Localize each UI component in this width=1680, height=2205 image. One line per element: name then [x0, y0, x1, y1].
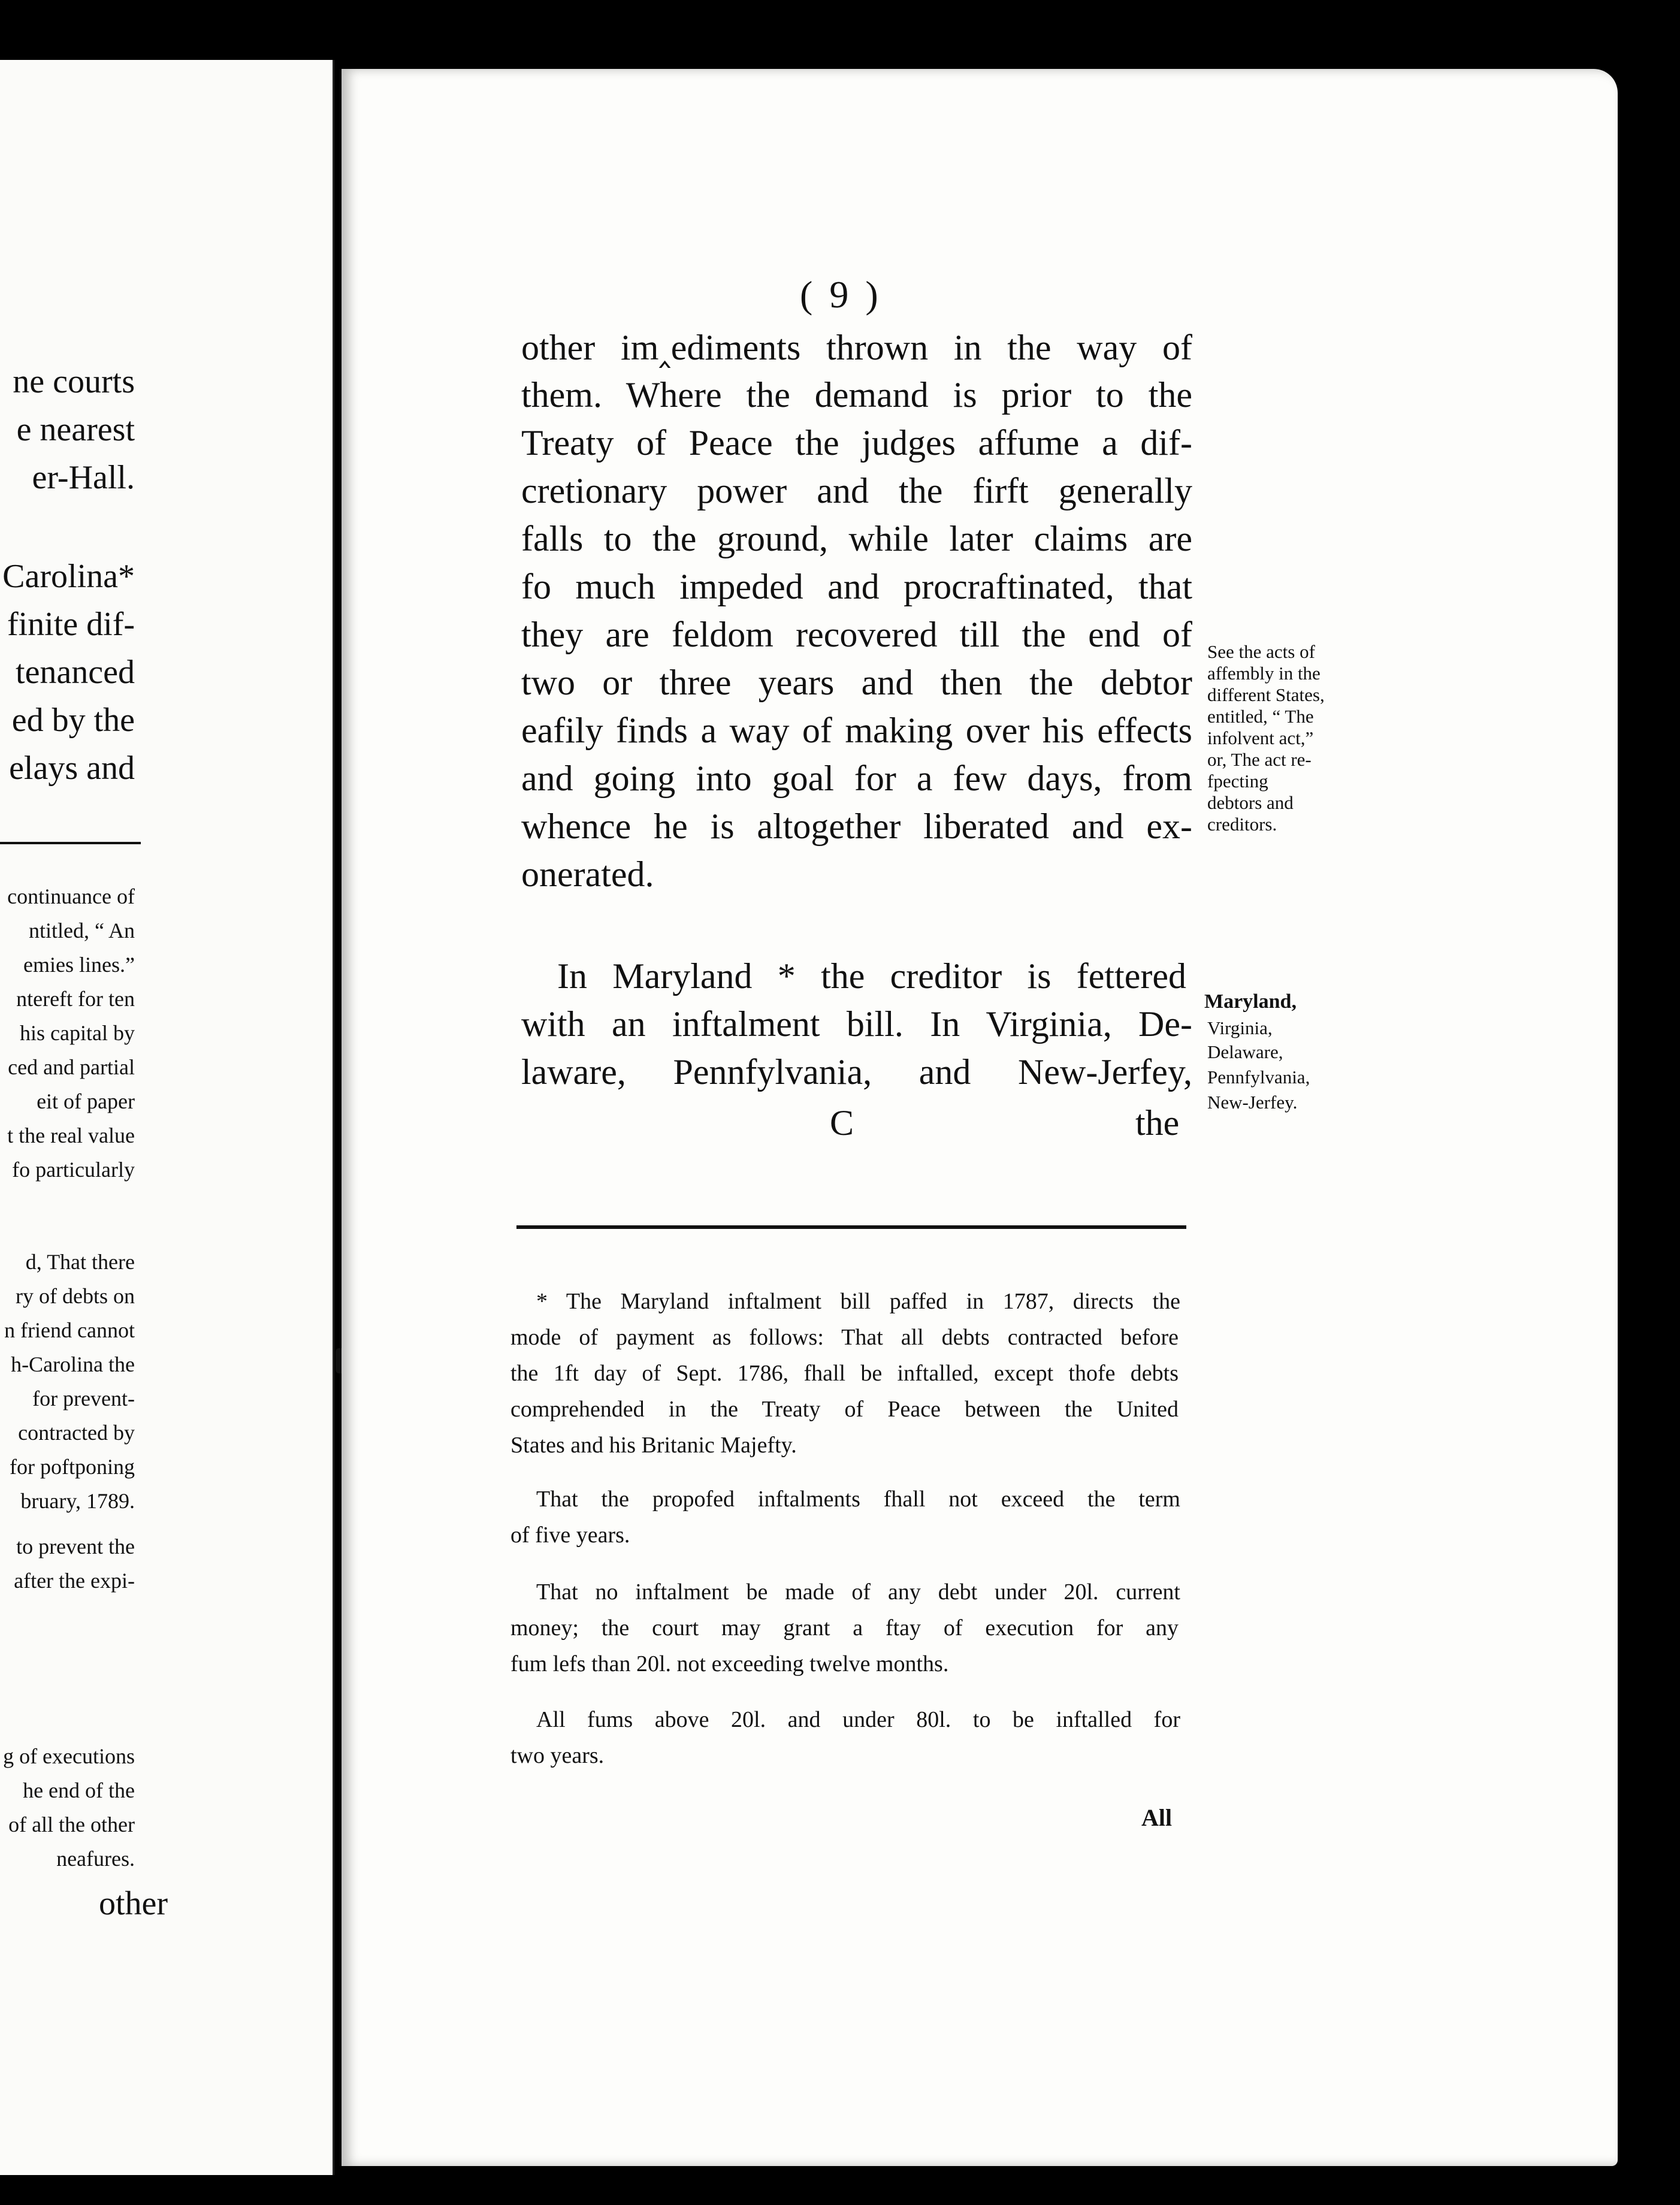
body-line: falls to the ground, while later claims are	[521, 519, 1192, 558]
catchword: the	[1135, 1103, 1180, 1143]
left-note-line: d, That there	[25, 1250, 135, 1274]
left-note-line: he end of the	[23, 1778, 135, 1802]
body-line: with an inftalment bill. In Virginia, De-	[521, 1004, 1192, 1044]
left-note-line: emies lines.”	[23, 953, 135, 977]
left-note-line: for poftponing	[10, 1455, 135, 1479]
left-text-line: ne courts	[13, 363, 135, 400]
left-note-line: of all the other	[8, 1813, 135, 1837]
left-note-line: ntitled, “ An	[29, 919, 135, 943]
body-line: two or three years and then the debtor	[521, 663, 1192, 702]
previous-page	[0, 60, 334, 2175]
left-note-line: after the expi-	[14, 1569, 135, 1593]
left-text-line: finite dif-	[7, 606, 135, 643]
left-note-line: neafures.	[56, 1847, 135, 1871]
footnote-line: comprehended in the Treaty of Peace between the United	[510, 1397, 1179, 1422]
left-note-line: t the real value	[7, 1123, 135, 1147]
footnote-line: That the propofed inftalments fhall not exceed the term	[536, 1487, 1180, 1512]
body-line: In Maryland * the creditor is fettered	[557, 956, 1186, 996]
left-note-line: contracted by	[18, 1421, 135, 1445]
left-note-line: continuance of	[7, 884, 135, 908]
left-note-line: ntereft for ten	[16, 987, 135, 1011]
left-note-line: bruary, 1789.	[20, 1489, 135, 1513]
margin-note-line: Pennfylvania,	[1207, 1067, 1310, 1088]
footnote-rule	[0, 842, 141, 844]
margin-note-line: New-Jerfey.	[1207, 1092, 1298, 1113]
left-note-line: ced and partial	[8, 1055, 135, 1079]
body-line: whence he is altogether liberated and ex-	[521, 807, 1192, 846]
left-text-line: e nearest	[16, 411, 135, 448]
footnote-catchword: All	[1141, 1804, 1173, 1831]
body-line: and going into goal for a few days, from	[521, 759, 1192, 798]
margin-note-line: Maryland,	[1204, 990, 1297, 1013]
footnote-line: * The Maryland inftalment bill paffed in 1787, directs the	[536, 1289, 1180, 1314]
margin-note-line: or, The act re-	[1207, 749, 1312, 770]
left-text-line: er-Hall.	[32, 459, 135, 496]
footnote-line: mode of payment as follows: That all debts contracted before	[510, 1325, 1179, 1350]
footnote-line: the 1ft day of Sept. 1786, fhall be inftalled, except thofe debts	[510, 1361, 1179, 1386]
left-note-line: his capital by	[20, 1021, 135, 1045]
margin-note-line: infolvent act,”	[1207, 727, 1314, 748]
left-note-line: ry of debts on	[16, 1284, 135, 1308]
left-text-line: tenanced	[16, 654, 135, 691]
footnote-rule	[516, 1225, 1186, 1229]
left-catchword: other	[98, 1885, 168, 1922]
body-line: Treaty of Peace the judges affume a dif-	[521, 423, 1192, 463]
body-line: eafily finds a way of making over his effects	[521, 711, 1192, 750]
left-note-line: g of executions	[3, 1744, 135, 1768]
margin-note-line: fpecting	[1207, 771, 1268, 792]
body-line: them. Where the demand is prior to the	[521, 375, 1192, 415]
left-note-line: n friend cannot	[4, 1318, 135, 1342]
body-line: cretionary power and the firft generally	[521, 471, 1192, 511]
margin-note-line: affembly in the	[1207, 663, 1321, 684]
body-line: fo much impeded and procraftinated, that	[521, 567, 1192, 606]
body-line: they are feldom recovered till the end of	[521, 615, 1192, 654]
footnote-line: States and his Britanic Majefty.	[510, 1433, 797, 1458]
footnote-line: fum lefs than 20l. not exceeding twelve months.	[510, 1651, 949, 1677]
left-note-line: h-Carolina the	[11, 1352, 135, 1376]
left-note-line: to prevent the	[16, 1535, 135, 1558]
page-number: ( 9 )	[800, 273, 882, 316]
body-line: laware, Pennfylvania, and New-Jerfey,	[521, 1052, 1192, 1092]
signature-mark: C	[830, 1103, 854, 1143]
left-text-line: Carolina*	[2, 558, 135, 595]
footnote-line: money; the court may grant a ftay of execution for any	[510, 1615, 1179, 1641]
margin-note-line: debtors and	[1207, 792, 1294, 813]
footnote-line: That no inftalment be made of any debt under 20l. current	[536, 1579, 1180, 1605]
margin-note-line: creditors.	[1207, 814, 1277, 835]
body-line: onerated.	[521, 854, 654, 894]
margin-note-line: Delaware,	[1207, 1041, 1283, 1062]
margin-note-line: entitled, “ The	[1207, 706, 1314, 727]
left-text-line: ed by the	[11, 702, 135, 739]
left-note-line: for prevent-	[32, 1387, 135, 1410]
body-line: other im‸ediments thrown in the way of	[521, 328, 1192, 367]
footnote-line: All fums above 20l. and under 80l. to be inftalled for	[536, 1707, 1180, 1732]
left-note-line: fo particularly	[12, 1158, 135, 1182]
footnote-line: two years.	[510, 1743, 605, 1768]
margin-note-line: Virginia,	[1207, 1017, 1273, 1038]
left-note-line: eit of paper	[37, 1089, 135, 1113]
left-text-line: elays and	[9, 750, 135, 787]
margin-note-line: different States,	[1207, 684, 1325, 705]
margin-note-line: See the acts of	[1207, 641, 1315, 662]
footnote-line: of five years.	[510, 1523, 630, 1548]
